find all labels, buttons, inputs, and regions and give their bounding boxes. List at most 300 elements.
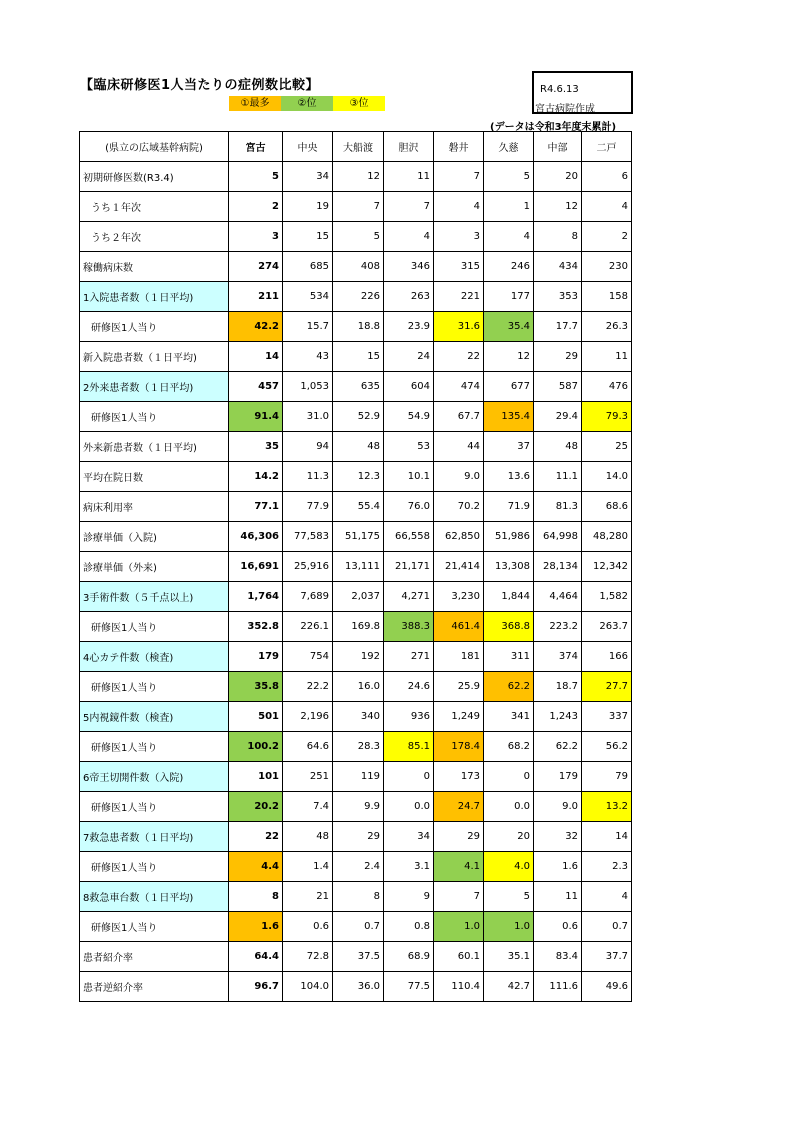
table-cell: 3 bbox=[434, 222, 484, 252]
table-cell: 68.2 bbox=[484, 732, 534, 762]
table-cell: 9.0 bbox=[434, 462, 484, 492]
table-row bbox=[80, 762, 632, 792]
table-cell: 0.6 bbox=[283, 912, 333, 942]
table-cell: 635 bbox=[333, 372, 384, 402]
table-cell: 177 bbox=[484, 282, 534, 312]
page-title: 【臨床研修医1人当たりの症例数比較】 bbox=[80, 78, 320, 93]
rank-legend bbox=[229, 96, 385, 111]
table-cell: 55.4 bbox=[333, 492, 384, 522]
column-header: 胆沢 bbox=[384, 132, 434, 162]
table-cell: 77,583 bbox=[283, 522, 333, 552]
table-cell: 79.3 bbox=[582, 402, 632, 432]
row-label: 8救急車台数（１日平均) bbox=[80, 882, 229, 912]
table-cell: 223.2 bbox=[534, 612, 582, 642]
table-cell: 474 bbox=[434, 372, 484, 402]
table-cell: 534 bbox=[283, 282, 333, 312]
row-label: うち１年次 bbox=[80, 192, 229, 222]
table-cell: 178.4 bbox=[434, 732, 484, 762]
table-cell: 76.0 bbox=[384, 492, 434, 522]
table-cell: 54.9 bbox=[384, 402, 434, 432]
table-cell: 6 bbox=[582, 162, 632, 192]
column-header: 二戸 bbox=[582, 132, 632, 162]
row-label: 外来新患者数（１日平均) bbox=[80, 432, 229, 462]
table-cell: 936 bbox=[384, 702, 434, 732]
table-cell: 476 bbox=[582, 372, 632, 402]
table-cell: 12,342 bbox=[582, 552, 632, 582]
table-cell: 211 bbox=[229, 282, 283, 312]
table-row bbox=[80, 252, 632, 282]
table-cell: 17.7 bbox=[534, 312, 582, 342]
table-cell: 13.2 bbox=[582, 792, 632, 822]
row-label: 5内視鏡件数（検査) bbox=[80, 702, 229, 732]
table-cell: 110.4 bbox=[434, 972, 484, 1002]
legend-third: ③位 bbox=[333, 96, 385, 111]
table-row bbox=[80, 162, 632, 192]
table-cell: 4,271 bbox=[384, 582, 434, 612]
date-author-box bbox=[532, 71, 633, 114]
table-cell: 43 bbox=[283, 342, 333, 372]
table-cell: 374 bbox=[534, 642, 582, 672]
table-row bbox=[80, 972, 632, 1002]
header-label: (県立の広域基幹病院) bbox=[80, 132, 229, 162]
table-cell: 16.0 bbox=[333, 672, 384, 702]
table-cell: 29 bbox=[333, 822, 384, 852]
table-cell: 37 bbox=[484, 432, 534, 462]
report-date: R4.6.13 bbox=[540, 84, 579, 95]
row-label: 4心カテ件数（検査) bbox=[80, 642, 229, 672]
table-cell: 25.9 bbox=[434, 672, 484, 702]
table-cell: 64.6 bbox=[283, 732, 333, 762]
table-cell: 52.9 bbox=[333, 402, 384, 432]
table-cell: 96.7 bbox=[229, 972, 283, 1002]
table-cell: 5 bbox=[484, 882, 534, 912]
legend-first: ①最多 bbox=[229, 96, 281, 111]
table-cell: 42.7 bbox=[484, 972, 534, 1002]
table-cell: 19 bbox=[283, 192, 333, 222]
table-cell: 388.3 bbox=[384, 612, 434, 642]
table-cell: 13,111 bbox=[333, 552, 384, 582]
row-label: 稼働病床数 bbox=[80, 252, 229, 282]
table-cell: 101 bbox=[229, 762, 283, 792]
table-cell: 1 bbox=[484, 192, 534, 222]
table-cell: 24 bbox=[384, 342, 434, 372]
table-cell: 68.9 bbox=[384, 942, 434, 972]
table-cell: 37.5 bbox=[333, 942, 384, 972]
table-cell: 0.6 bbox=[534, 912, 582, 942]
table-cell: 1,844 bbox=[484, 582, 534, 612]
column-header: 久慈 bbox=[484, 132, 534, 162]
table-cell: 7.4 bbox=[283, 792, 333, 822]
table-cell: 5 bbox=[484, 162, 534, 192]
table-cell: 677 bbox=[484, 372, 534, 402]
table-cell: 457 bbox=[229, 372, 283, 402]
table-cell: 0 bbox=[484, 762, 534, 792]
table-cell: 32 bbox=[534, 822, 582, 852]
table-cell: 35 bbox=[229, 432, 283, 462]
table-cell: 14.0 bbox=[582, 462, 632, 492]
table-cell: 100.2 bbox=[229, 732, 283, 762]
table-cell: 51,175 bbox=[333, 522, 384, 552]
table-cell: 1,249 bbox=[434, 702, 484, 732]
table-row bbox=[80, 612, 632, 642]
table-cell: 346 bbox=[384, 252, 434, 282]
table-cell: 64.4 bbox=[229, 942, 283, 972]
table-cell: 104.0 bbox=[283, 972, 333, 1002]
table-row bbox=[80, 552, 632, 582]
row-label: 6帝王切開件数（入院) bbox=[80, 762, 229, 792]
table-row bbox=[80, 402, 632, 432]
table-cell: 56.2 bbox=[582, 732, 632, 762]
table-cell: 15 bbox=[283, 222, 333, 252]
row-label: 研修医1人当り bbox=[80, 912, 229, 942]
table-cell: 1,243 bbox=[534, 702, 582, 732]
table-row bbox=[80, 192, 632, 222]
table-cell: 2,037 bbox=[333, 582, 384, 612]
table-cell: 2 bbox=[582, 222, 632, 252]
table-row bbox=[80, 312, 632, 342]
table-cell: 70.2 bbox=[434, 492, 484, 522]
row-label: 研修医1人当り bbox=[80, 852, 229, 882]
table-cell: 60.1 bbox=[434, 942, 484, 972]
row-label: 患者紹介率 bbox=[80, 942, 229, 972]
table-row bbox=[80, 492, 632, 522]
table-cell: 3 bbox=[229, 222, 283, 252]
table-cell: 24.7 bbox=[434, 792, 484, 822]
table-cell: 26.3 bbox=[582, 312, 632, 342]
table-cell: 263 bbox=[384, 282, 434, 312]
table-cell: 2.3 bbox=[582, 852, 632, 882]
table-cell: 9.0 bbox=[534, 792, 582, 822]
column-header: 宮古 bbox=[229, 132, 283, 162]
table-cell: 25 bbox=[582, 432, 632, 462]
table-cell: 1,582 bbox=[582, 582, 632, 612]
table-cell: 226.1 bbox=[283, 612, 333, 642]
table-cell: 274 bbox=[229, 252, 283, 282]
table-cell: 0.0 bbox=[484, 792, 534, 822]
table-cell: 685 bbox=[283, 252, 333, 282]
table-cell: 341 bbox=[484, 702, 534, 732]
row-label: 研修医1人当り bbox=[80, 612, 229, 642]
table-row bbox=[80, 342, 632, 372]
table-cell: 29 bbox=[434, 822, 484, 852]
table-cell: 4.1 bbox=[434, 852, 484, 882]
table-cell: 49.6 bbox=[582, 972, 632, 1002]
table-cell: 5 bbox=[229, 162, 283, 192]
table-cell: 22.2 bbox=[283, 672, 333, 702]
table-cell: 7 bbox=[434, 162, 484, 192]
table-cell: 4 bbox=[384, 222, 434, 252]
table-cell: 29 bbox=[534, 342, 582, 372]
row-label: 3手術件数（５千点以上) bbox=[80, 582, 229, 612]
table-row bbox=[80, 822, 632, 852]
table-cell: 1,764 bbox=[229, 582, 283, 612]
table-row bbox=[80, 282, 632, 312]
table-cell: 501 bbox=[229, 702, 283, 732]
column-header: 大船渡 bbox=[333, 132, 384, 162]
table-cell: 246 bbox=[484, 252, 534, 282]
table-cell: 13,308 bbox=[484, 552, 534, 582]
row-label: 研修医1人当り bbox=[80, 672, 229, 702]
table-cell: 27.7 bbox=[582, 672, 632, 702]
table-cell: 25,916 bbox=[283, 552, 333, 582]
table-cell: 604 bbox=[384, 372, 434, 402]
table-cell: 22 bbox=[434, 342, 484, 372]
table-cell: 48 bbox=[333, 432, 384, 462]
table-cell: 226 bbox=[333, 282, 384, 312]
table-cell: 2,196 bbox=[283, 702, 333, 732]
table-row bbox=[80, 792, 632, 822]
table-cell: 0 bbox=[384, 762, 434, 792]
row-label: 平均在院日数 bbox=[80, 462, 229, 492]
table-row bbox=[80, 432, 632, 462]
table-header-row bbox=[80, 132, 632, 162]
report-author: 宮古病院作成 bbox=[535, 104, 595, 115]
table-cell: 7 bbox=[434, 882, 484, 912]
row-label: 新入院患者数（１日平均) bbox=[80, 342, 229, 372]
table-cell: 24.6 bbox=[384, 672, 434, 702]
table-row bbox=[80, 462, 632, 492]
table-cell: 51,986 bbox=[484, 522, 534, 552]
table-cell: 31.0 bbox=[283, 402, 333, 432]
table-cell: 311 bbox=[484, 642, 534, 672]
table-cell: 64,998 bbox=[534, 522, 582, 552]
table-cell: 48 bbox=[283, 822, 333, 852]
row-label: 7救急患者数（１日平均) bbox=[80, 822, 229, 852]
table-cell: 34 bbox=[384, 822, 434, 852]
table-cell: 119 bbox=[333, 762, 384, 792]
table-cell: 20 bbox=[484, 822, 534, 852]
table-cell: 192 bbox=[333, 642, 384, 672]
table-cell: 22 bbox=[229, 822, 283, 852]
row-label: 2外来患者数（１日平均) bbox=[80, 372, 229, 402]
table-cell: 1.6 bbox=[534, 852, 582, 882]
table-row bbox=[80, 942, 632, 972]
table-row bbox=[80, 372, 632, 402]
table-cell: 48,280 bbox=[582, 522, 632, 552]
row-label: 病床利用率 bbox=[80, 492, 229, 522]
table-cell: 4 bbox=[484, 222, 534, 252]
table-cell: 179 bbox=[534, 762, 582, 792]
table-cell: 251 bbox=[283, 762, 333, 792]
table-cell: 35.8 bbox=[229, 672, 283, 702]
table-cell: 77.1 bbox=[229, 492, 283, 522]
table-cell: 8 bbox=[229, 882, 283, 912]
table-cell: 15 bbox=[333, 342, 384, 372]
row-label: 研修医1人当り bbox=[80, 732, 229, 762]
table-cell: 173 bbox=[434, 762, 484, 792]
source-note: (データは令和3年度末累計) bbox=[490, 122, 617, 133]
table-cell: 18.8 bbox=[333, 312, 384, 342]
table-cell: 1,053 bbox=[283, 372, 333, 402]
table-row bbox=[80, 222, 632, 252]
table-cell: 353 bbox=[534, 282, 582, 312]
table-cell: 2 bbox=[229, 192, 283, 222]
row-label: うち２年次 bbox=[80, 222, 229, 252]
table-cell: 4,464 bbox=[534, 582, 582, 612]
table-cell: 35.1 bbox=[484, 942, 534, 972]
table-cell: 408 bbox=[333, 252, 384, 282]
table-cell: 91.4 bbox=[229, 402, 283, 432]
table-cell: 12 bbox=[534, 192, 582, 222]
table-cell: 42.2 bbox=[229, 312, 283, 342]
table-cell: 3,230 bbox=[434, 582, 484, 612]
table-cell: 4 bbox=[582, 192, 632, 222]
table-cell: 461.4 bbox=[434, 612, 484, 642]
table-cell: 1.0 bbox=[434, 912, 484, 942]
table-cell: 9.9 bbox=[333, 792, 384, 822]
table-cell: 44 bbox=[434, 432, 484, 462]
table-row bbox=[80, 702, 632, 732]
table-cell: 28,134 bbox=[534, 552, 582, 582]
row-label: 患者逆紹介率 bbox=[80, 972, 229, 1002]
table-cell: 9 bbox=[384, 882, 434, 912]
row-label: 研修医1人当り bbox=[80, 402, 229, 432]
table-cell: 53 bbox=[384, 432, 434, 462]
table-cell: 271 bbox=[384, 642, 434, 672]
comparison-table bbox=[79, 131, 632, 1002]
table-cell: 21 bbox=[283, 882, 333, 912]
table-row bbox=[80, 672, 632, 702]
table-cell: 94 bbox=[283, 432, 333, 462]
table-cell: 31.6 bbox=[434, 312, 484, 342]
table-cell: 0.8 bbox=[384, 912, 434, 942]
table-cell: 1.4 bbox=[283, 852, 333, 882]
row-label: 研修医1人当り bbox=[80, 312, 229, 342]
table-cell: 1.6 bbox=[229, 912, 283, 942]
row-label: 診療単価（入院) bbox=[80, 522, 229, 552]
table-cell: 37.7 bbox=[582, 942, 632, 972]
table-cell: 3.1 bbox=[384, 852, 434, 882]
table-cell: 5 bbox=[333, 222, 384, 252]
table-cell: 20 bbox=[534, 162, 582, 192]
table-cell: 0.7 bbox=[582, 912, 632, 942]
table-cell: 4 bbox=[582, 882, 632, 912]
table-cell: 4.4 bbox=[229, 852, 283, 882]
table-cell: 8 bbox=[534, 222, 582, 252]
table-cell: 20.2 bbox=[229, 792, 283, 822]
table-cell: 2.4 bbox=[333, 852, 384, 882]
row-label: 研修医1人当り bbox=[80, 792, 229, 822]
table-cell: 10.1 bbox=[384, 462, 434, 492]
table-cell: 263.7 bbox=[582, 612, 632, 642]
table-cell: 28.3 bbox=[333, 732, 384, 762]
table-row bbox=[80, 642, 632, 672]
table-cell: 181 bbox=[434, 642, 484, 672]
table-row bbox=[80, 882, 632, 912]
table-cell: 14 bbox=[582, 822, 632, 852]
table-cell: 67.7 bbox=[434, 402, 484, 432]
table-row bbox=[80, 582, 632, 612]
table-cell: 158 bbox=[582, 282, 632, 312]
table-cell: 754 bbox=[283, 642, 333, 672]
table-cell: 12.3 bbox=[333, 462, 384, 492]
table-cell: 8 bbox=[333, 882, 384, 912]
table-cell: 352.8 bbox=[229, 612, 283, 642]
table-cell: 111.6 bbox=[534, 972, 582, 1002]
table-cell: 15.7 bbox=[283, 312, 333, 342]
table-cell: 14.2 bbox=[229, 462, 283, 492]
column-header: 中部 bbox=[534, 132, 582, 162]
table-cell: 36.0 bbox=[333, 972, 384, 1002]
table-cell: 35.4 bbox=[484, 312, 534, 342]
table-cell: 11.3 bbox=[283, 462, 333, 492]
table-cell: 21,171 bbox=[384, 552, 434, 582]
table-cell: 587 bbox=[534, 372, 582, 402]
table-cell: 340 bbox=[333, 702, 384, 732]
table-cell: 46,306 bbox=[229, 522, 283, 552]
table-row bbox=[80, 912, 632, 942]
row-label: 診療単価（外来) bbox=[80, 552, 229, 582]
table-row bbox=[80, 852, 632, 882]
table-cell: 62.2 bbox=[534, 732, 582, 762]
row-label: 初期研修医数(R3.4) bbox=[80, 162, 229, 192]
table-cell: 77.5 bbox=[384, 972, 434, 1002]
table-cell: 62,850 bbox=[434, 522, 484, 552]
table-cell: 81.3 bbox=[534, 492, 582, 522]
table-cell: 13.6 bbox=[484, 462, 534, 492]
table-cell: 315 bbox=[434, 252, 484, 282]
table-cell: 221 bbox=[434, 282, 484, 312]
table-cell: 337 bbox=[582, 702, 632, 732]
table-cell: 7,689 bbox=[283, 582, 333, 612]
table-cell: 68.6 bbox=[582, 492, 632, 522]
table-cell: 34 bbox=[283, 162, 333, 192]
table-cell: 7 bbox=[384, 192, 434, 222]
table-cell: 16,691 bbox=[229, 552, 283, 582]
table-cell: 7 bbox=[333, 192, 384, 222]
table-cell: 71.9 bbox=[484, 492, 534, 522]
table-cell: 230 bbox=[582, 252, 632, 282]
legend-second: ②位 bbox=[281, 96, 333, 111]
table-row bbox=[80, 732, 632, 762]
table-cell: 166 bbox=[582, 642, 632, 672]
table-cell: 368.8 bbox=[484, 612, 534, 642]
row-label: 1入院患者数（１日平均) bbox=[80, 282, 229, 312]
column-header: 磐井 bbox=[434, 132, 484, 162]
table-cell: 169.8 bbox=[333, 612, 384, 642]
table-cell: 85.1 bbox=[384, 732, 434, 762]
table-cell: 11.1 bbox=[534, 462, 582, 492]
table-cell: 21,414 bbox=[434, 552, 484, 582]
table-cell: 135.4 bbox=[484, 402, 534, 432]
table-cell: 179 bbox=[229, 642, 283, 672]
table-cell: 4 bbox=[434, 192, 484, 222]
table-cell: 66,558 bbox=[384, 522, 434, 552]
table-cell: 83.4 bbox=[534, 942, 582, 972]
table-cell: 1.0 bbox=[484, 912, 534, 942]
table-cell: 79 bbox=[582, 762, 632, 792]
table-cell: 0.7 bbox=[333, 912, 384, 942]
table-cell: 434 bbox=[534, 252, 582, 282]
table-cell: 12 bbox=[484, 342, 534, 372]
table-cell: 72.8 bbox=[283, 942, 333, 972]
table-cell: 11 bbox=[534, 882, 582, 912]
table-cell: 77.9 bbox=[283, 492, 333, 522]
table-cell: 4.0 bbox=[484, 852, 534, 882]
table-cell: 14 bbox=[229, 342, 283, 372]
table-cell: 29.4 bbox=[534, 402, 582, 432]
column-header: 中央 bbox=[283, 132, 333, 162]
table-cell: 11 bbox=[582, 342, 632, 372]
table-cell: 18.7 bbox=[534, 672, 582, 702]
table-cell: 0.0 bbox=[384, 792, 434, 822]
table-row bbox=[80, 522, 632, 552]
table-cell: 12 bbox=[333, 162, 384, 192]
table-cell: 62.2 bbox=[484, 672, 534, 702]
table-cell: 11 bbox=[384, 162, 434, 192]
table-cell: 48 bbox=[534, 432, 582, 462]
table-cell: 23.9 bbox=[384, 312, 434, 342]
